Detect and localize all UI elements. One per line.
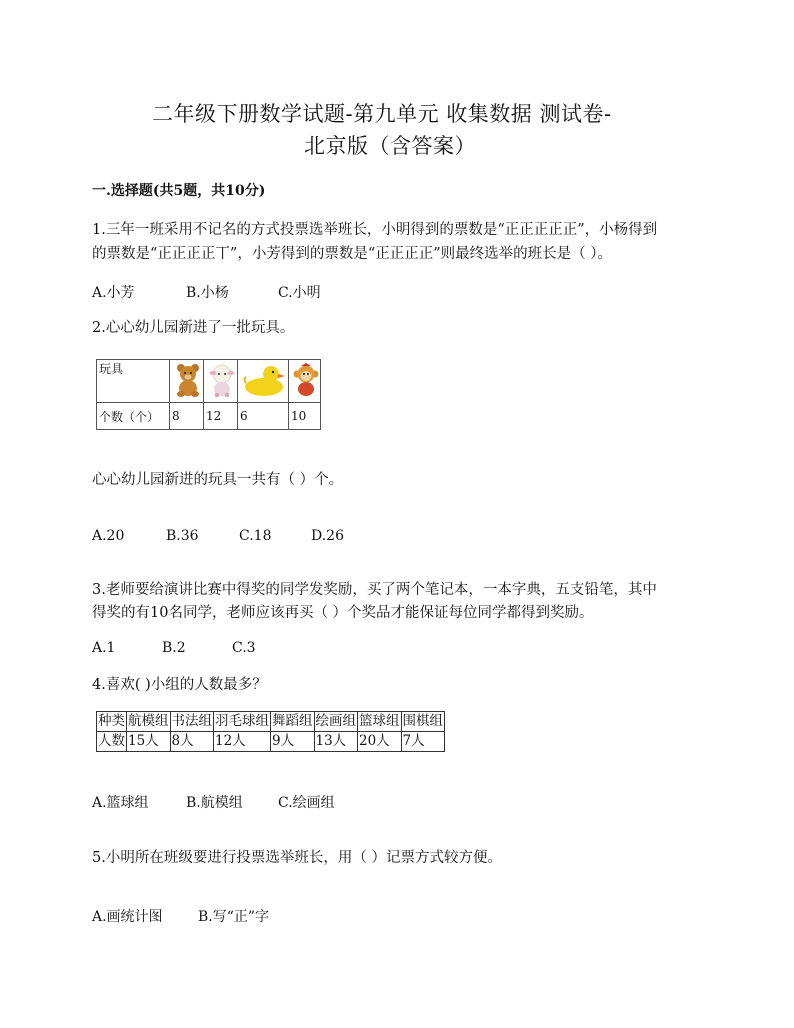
- group-header-cell: 舞蹈组: [271, 712, 315, 732]
- group-count-cell: 12人: [214, 732, 271, 752]
- toy-count-bear: 8: [170, 403, 204, 430]
- q3-line1: 3.老师要给演讲比赛中得奖的同学发奖励，买了两个笔记本，一本字典，五支铅笔，其中: [92, 582, 657, 598]
- group-header-cell: 种类: [97, 712, 127, 732]
- rubber-duck-icon: [242, 363, 286, 397]
- q2-option-a[interactable]: A.20: [92, 528, 125, 544]
- q5-stem: 5.小明所在班级要进行投票选举班长，用（ ）记票方式较方便。: [92, 850, 502, 866]
- toy-count-monkey: 10: [289, 403, 321, 430]
- q2-option-b[interactable]: B.36: [166, 528, 199, 544]
- q3-option-b[interactable]: B.2: [162, 640, 186, 656]
- group-header-cell: 围棋组: [401, 712, 445, 732]
- lamb-toy-icon: [209, 363, 235, 397]
- group-count-cell: 8人: [170, 732, 214, 752]
- toy-count-label: 个数（个）: [97, 403, 170, 430]
- toy-cell-bear: [170, 360, 204, 403]
- group-count-cell: 13人: [314, 732, 358, 752]
- toy-count-duck: 6: [238, 403, 289, 430]
- q3-option-a[interactable]: A.1: [92, 640, 116, 656]
- q5-option-b[interactable]: B.写“正”字: [198, 909, 270, 925]
- q2-question: 心心幼儿园新进的玩具一共有（ ）个。: [92, 472, 344, 488]
- group-count-cell: 9人: [271, 732, 315, 752]
- group-count-cell: 7人: [401, 732, 445, 752]
- q1-line1: 1.三年一班采用不记名的方式投票选举班长，小明得到的票数是“正正正正正”，小杨得到: [92, 222, 658, 238]
- q4-stem: 4.喜欢( )小组的人数最多？: [92, 677, 267, 693]
- monkey-toy-icon: [293, 363, 319, 397]
- toy-table-label: 玩具: [97, 360, 170, 403]
- q1-line2: 的票数是“正正正正丅”，小芳得到的票数是“正正正正”则最终选举的班长是（ ）。: [92, 246, 613, 262]
- q1-option-a[interactable]: A.小芳: [92, 285, 135, 301]
- q2-option-c[interactable]: C.18: [239, 528, 272, 544]
- teddy-bear-icon: [175, 363, 201, 397]
- group-header-cell: 绘画组: [314, 712, 358, 732]
- toy-cell-duck: [238, 360, 289, 403]
- toy-count-lamb: 12: [204, 403, 238, 430]
- toy-cell-lamb: [204, 360, 238, 403]
- q5-option-a[interactable]: A.画统计图: [92, 909, 163, 925]
- q4-option-c[interactable]: C.绘画组: [278, 795, 335, 811]
- group-header-cell: 航模组: [127, 712, 171, 732]
- q3-option-c[interactable]: C.3: [232, 640, 256, 656]
- page-title-line2: 北京版（含答案）: [304, 134, 476, 158]
- q1-option-b[interactable]: B.小杨: [186, 285, 229, 301]
- group-count-cell: 20人: [358, 732, 402, 752]
- q2-option-d[interactable]: D.26: [311, 528, 344, 544]
- group-table: [96, 711, 445, 752]
- group-header-cell: 书法组: [170, 712, 214, 732]
- group-count-cell: 人数: [97, 732, 127, 752]
- toy-cell-monkey: [289, 360, 321, 403]
- page-title-line1: 二年级下册数学试题-第九单元 收集数据 测试卷-: [152, 102, 612, 126]
- q1-option-c[interactable]: C.小明: [278, 285, 321, 301]
- q4-option-b[interactable]: B.航模组: [186, 795, 243, 811]
- group-header-cell: 羽毛球组: [214, 712, 271, 732]
- group-count-cell: 15人: [127, 732, 171, 752]
- section-heading: 一.选择题(共5题，共10分): [92, 183, 266, 199]
- q3-line2: 得奖的有10名同学，老师应该再买（ ）个奖品才能保证每位同学都得到奖励。: [92, 605, 594, 621]
- q4-option-a[interactable]: A.篮球组: [92, 795, 149, 811]
- group-header-cell: 篮球组: [358, 712, 402, 732]
- toy-table: [96, 359, 321, 430]
- q2-stem: 2.心心幼儿园新进了一批玩具。: [92, 320, 295, 336]
